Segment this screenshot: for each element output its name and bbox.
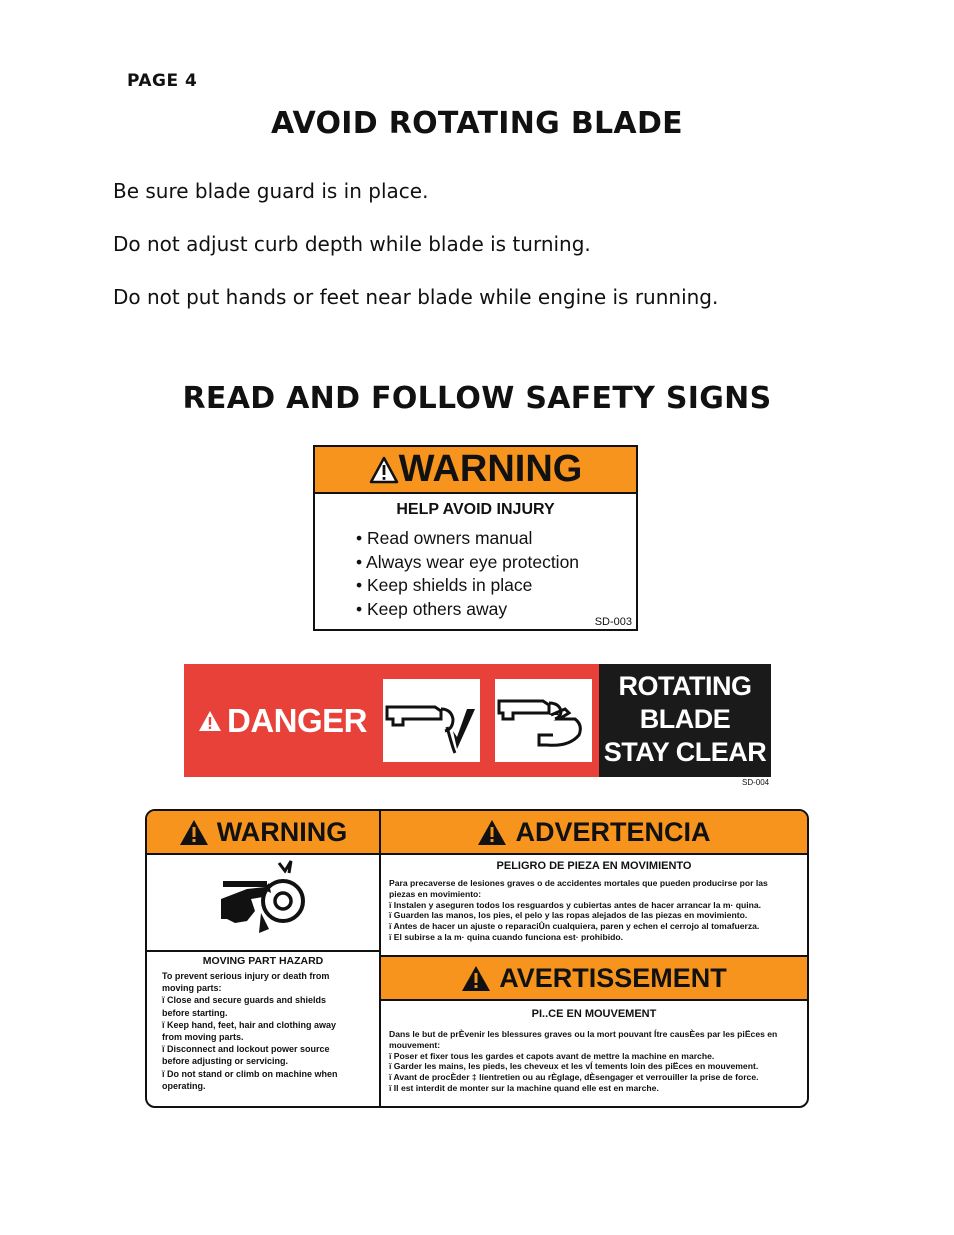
french-hazard-line: ï Avant de procÈder ‡ líentretien ou au rÈglage, dÈsengager et verrouiller la prise de force. [389, 1072, 759, 1083]
spanish-hazard-title: PELIGRO DE PIEZA EN MOVIMIENTO [496, 860, 692, 872]
french-hazard-title: PI..CE EN MOUVEMENT [531, 1008, 657, 1020]
warning-sign-code: SD-003 [594, 616, 632, 628]
french-hazard-line: ï Garder les mains, les pieds, les cheveux et les vÍ tements loin des piËces en mouvement. [389, 1061, 759, 1072]
warning-triangle-icon [179, 819, 209, 846]
french-hazard-line: mouvement: [389, 1039, 441, 1050]
multilanguage-warning-sign [145, 809, 809, 1108]
warning-sign-item: • Keep others away [356, 598, 508, 619]
warning-sign-header [315, 447, 636, 494]
section-heading-avoid-rotating-blade: AVOID ROTATING BLADE [271, 106, 683, 141]
french-warning-header [381, 957, 807, 1001]
warning-sign-list [356, 527, 579, 621]
danger-message-line: STAY CLEAR [603, 737, 767, 767]
warning-sign-item: • Read owners manual [356, 528, 533, 548]
english-hazard-line: ï Keep hand, feet, hair and clothing away [162, 1019, 337, 1030]
instruction-line: Be sure blade guard is in place. [113, 179, 429, 203]
warning-sign-item: • Always wear eye protection [356, 551, 580, 572]
danger-triangle-icon [198, 710, 222, 732]
warning-triangle-icon [461, 965, 491, 992]
english-hazard-line: To prevent serious injury or death from [162, 971, 330, 981]
danger-sign-label [198, 702, 367, 740]
spanish-hazard-text [389, 878, 768, 943]
english-hazard-title: MOVING PART HAZARD [202, 955, 324, 967]
spanish-hazard-line: ï Antes de hacer un ajuste o reparaciÛn cualquiera, paren y echen el cerrojo al tomafuerza. [389, 921, 760, 932]
english-hazard-line: ï Disconnect and lockout power source [162, 1044, 330, 1055]
spanish-hazard-line: ï Guarden las manos, los pies, el pelo y las ropas alejados de las piezas en movimiento. [389, 910, 748, 921]
english-hazard-line: operating. [162, 1080, 206, 1091]
english-hazard-text [162, 970, 338, 1092]
danger-sign-red-panel [184, 664, 599, 777]
warning-sign-subtitle: HELP AVOID INJURY [396, 501, 555, 518]
warning-triangle-icon [477, 819, 507, 846]
french-hazard-line: ï Il est interdit de monter sur la machine quand elle est en marche. [389, 1082, 659, 1093]
english-warning-header [147, 811, 379, 855]
french-hazard-text [389, 1029, 777, 1094]
spanish-hazard-line: Para precaverse de lesiones graves o de accidentes mortales que pueden producirse por las [389, 878, 768, 888]
spanish-warning-header [381, 811, 807, 855]
warning-sign-title: WARNING [398, 448, 583, 490]
english-hazard-line: ï Do not stand or climb on machine when [162, 1068, 338, 1079]
english-hazard-line: before adjusting or servicing. [162, 1056, 289, 1067]
instruction-line: Do not put hands or feet near blade while engine is running. [113, 285, 719, 309]
english-hazard-line: before starting. [162, 1007, 228, 1018]
french-warning-title: AVERTISSEMENT [499, 962, 727, 993]
page-number: PAGE 4 [127, 71, 198, 91]
blade-foot-hazard-icon [383, 679, 480, 762]
english-hazard-line: moving parts: [162, 983, 222, 994]
spanish-warning-title: ADVERTENCIA [515, 816, 711, 847]
blade-hand-hazard-icon [495, 679, 592, 762]
french-hazard-line: ï Poser et fixer tous les gardes et capots avant de mettre la machine en marche. [389, 1050, 715, 1061]
english-hazard-line: from moving parts. [162, 1032, 244, 1043]
danger-sign-word: DANGER [227, 702, 368, 739]
danger-sign-code: SD-004 [742, 778, 770, 787]
french-hazard-line: Dans le but de prÈvenir les blessures graves ou la mort pouvant Ítre causÈes par les piËces en [389, 1029, 778, 1039]
spanish-hazard-line: piezas en movimiento: [389, 888, 482, 899]
danger-message-line: ROTATING [618, 671, 752, 701]
danger-sign-message [599, 664, 771, 777]
entanglement-hazard-icon [217, 859, 317, 945]
danger-sign-sd004 [184, 664, 771, 777]
spanish-hazard-line: ï El subirse a la m· quina cuando funciona est· prohibido. [389, 931, 623, 942]
warning-sign-item: • Keep shields in place [356, 575, 533, 595]
section-heading-safety-signs: READ AND FOLLOW SAFETY SIGNS [182, 381, 772, 416]
warning-sign-sd003 [313, 445, 638, 631]
danger-message-line: BLADE [639, 704, 731, 734]
instruction-line: Do not adjust curb depth while blade is turning. [113, 232, 591, 256]
english-hazard-line: ï Close and secure guards and shields [162, 995, 327, 1006]
spanish-hazard-line: ï Instalen y aseguren todos los resguardos y cubiertas antes de hacer arrancar la m· quina. [389, 899, 762, 910]
english-warning-title: WARNING [216, 816, 348, 847]
sign-divider [147, 950, 379, 952]
warning-triangle-icon [369, 456, 399, 484]
